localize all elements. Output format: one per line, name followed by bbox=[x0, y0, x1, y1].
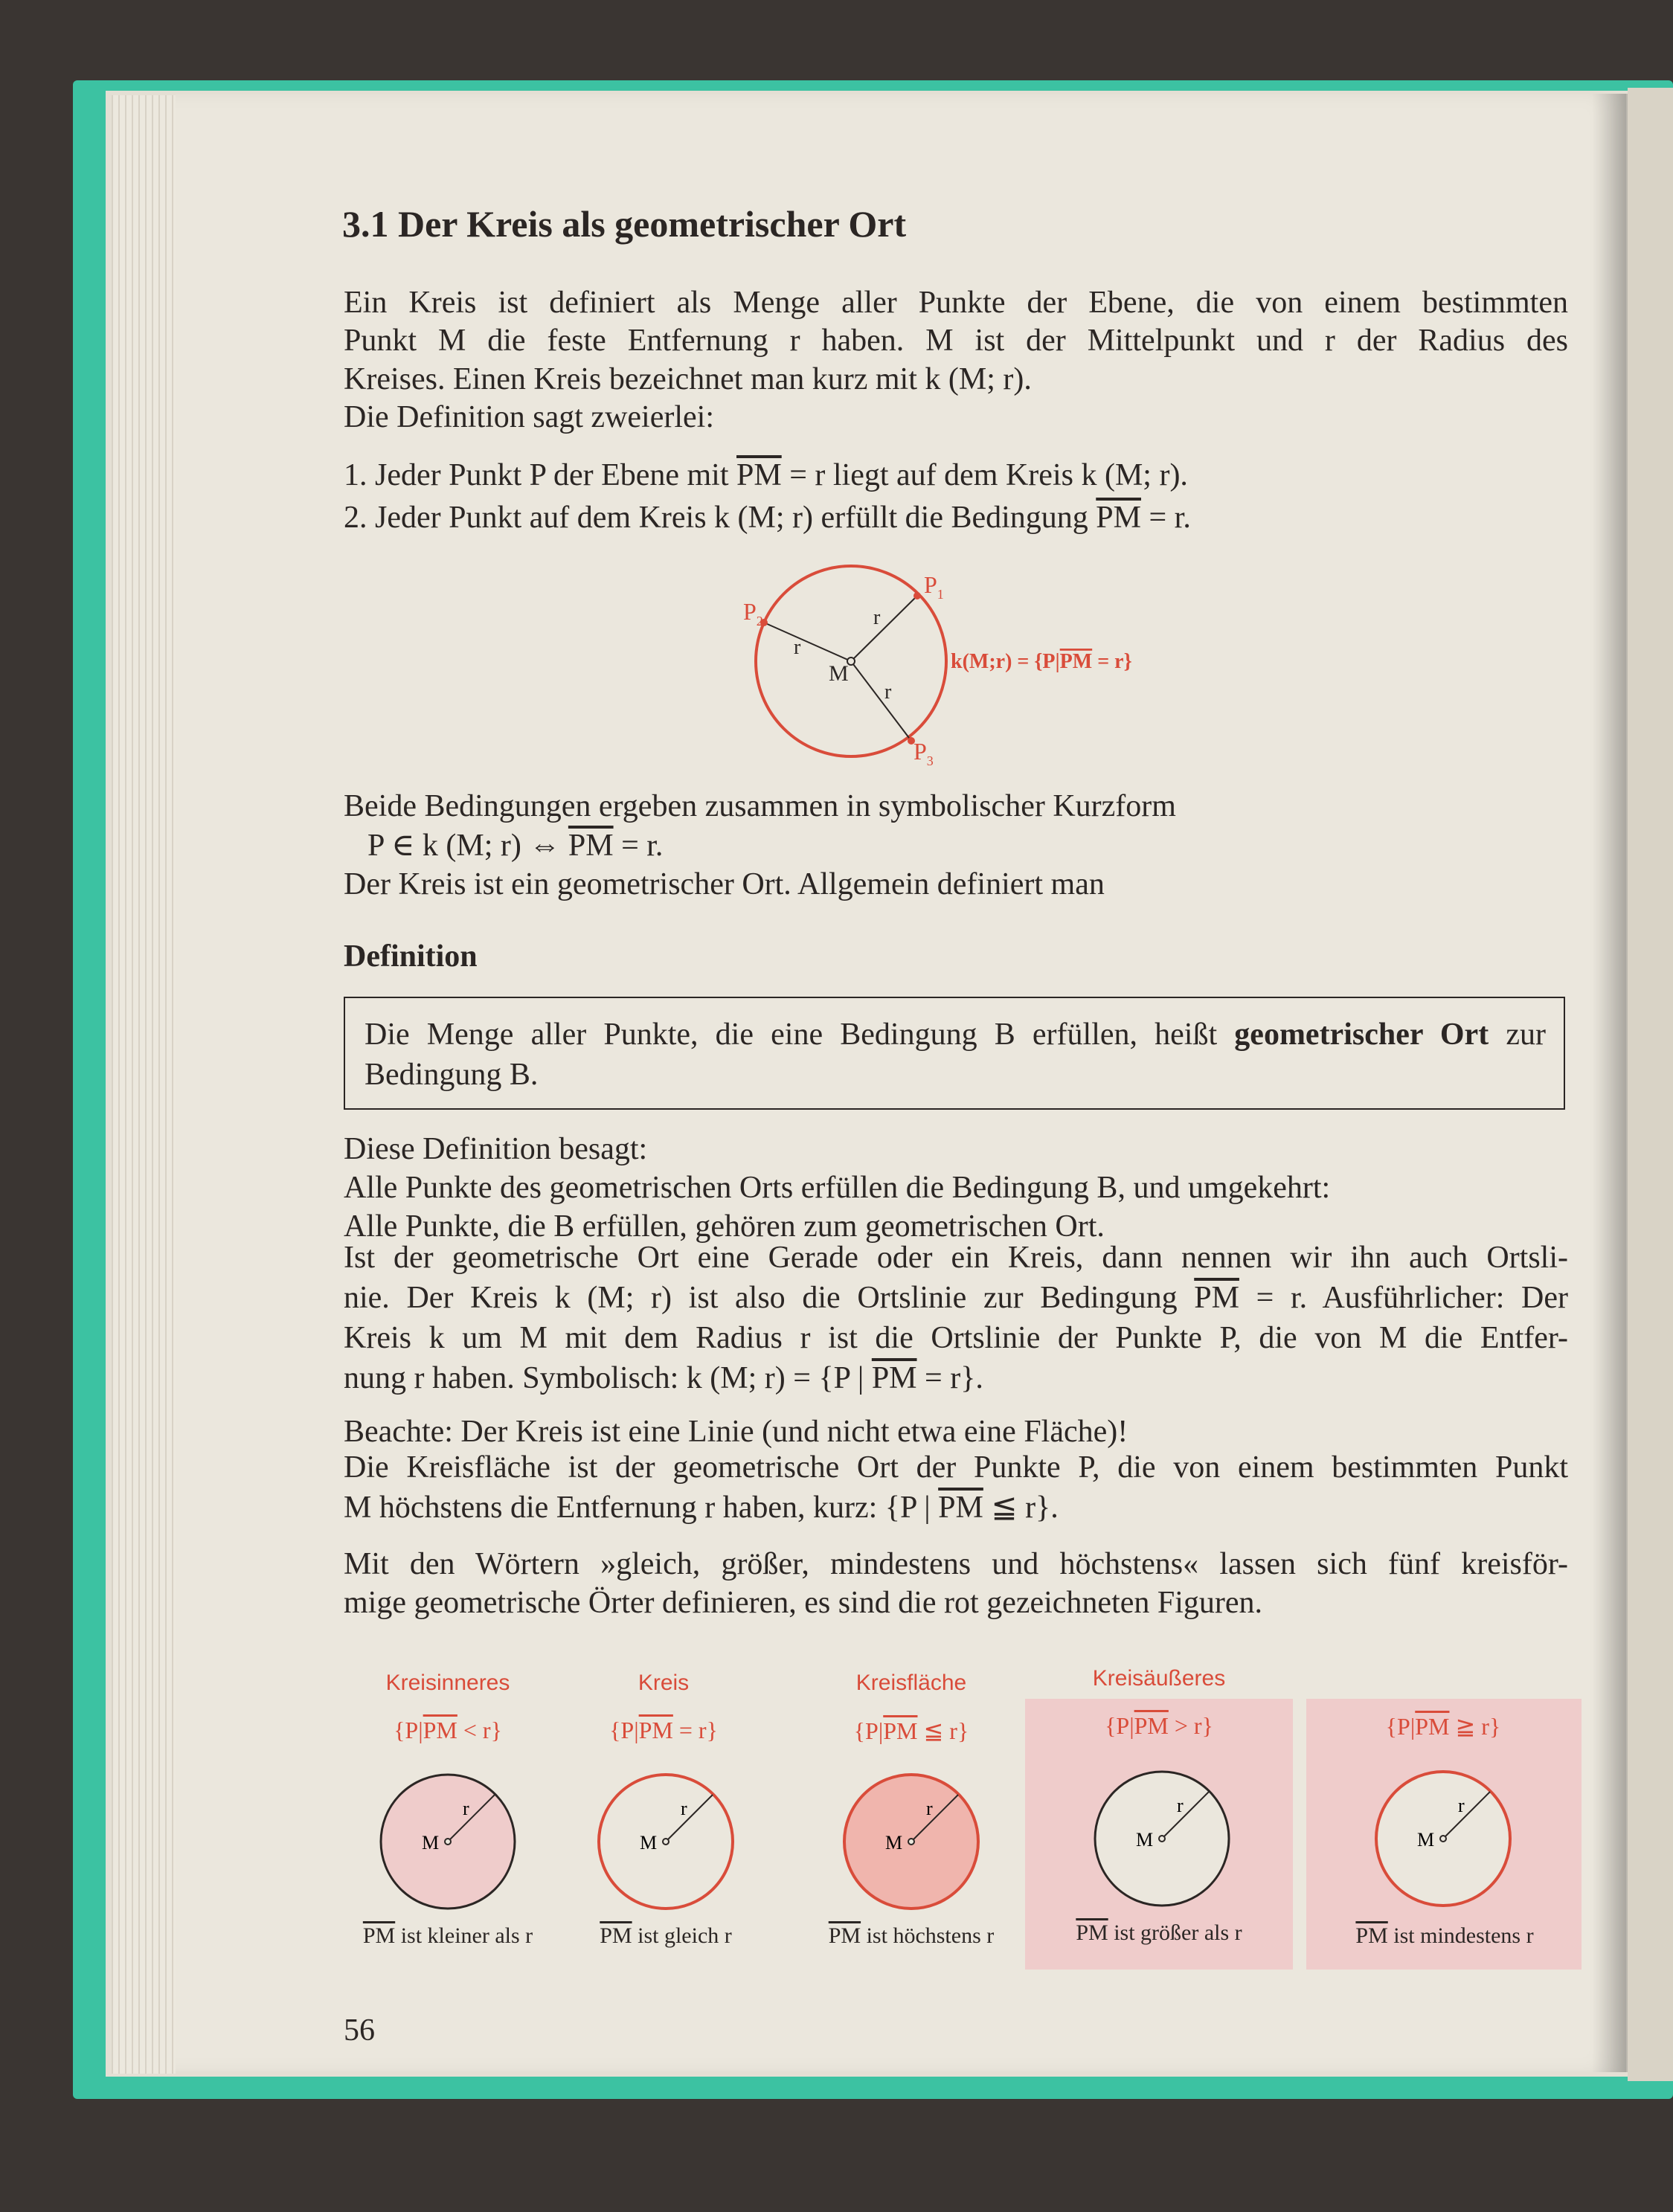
page-number: 56 bbox=[344, 2013, 375, 2048]
fig2-center bbox=[663, 1839, 669, 1845]
fig-formula-5: {$P|\overline{PM}$ ≧ r} bbox=[1385, 1713, 1501, 1740]
fig-circle-3 bbox=[837, 1767, 986, 1916]
body3-line-1: Beachte: Der Kreis ist eine Linie (und nicht etwa eine Fläche)! bbox=[344, 1415, 1128, 1449]
radius-p1 bbox=[851, 596, 917, 661]
body2-line-7: nung r haben. Symbolisch: k (M; r) = {P | $\overline{PM} = r$}. bbox=[344, 1361, 983, 1395]
fig2-label-m: M bbox=[640, 1832, 658, 1853]
fig3-center bbox=[908, 1839, 914, 1845]
list-item-2: 2. Jeder Punkt auf dem Kreis k (M; r) erfüllt die Bedingung $\overline{PM} = r$. bbox=[344, 501, 1191, 535]
list-item-1: 1. Jeder Punkt P der Ebene mit $\overline{PM} = r$ liegt auf dem Kreis k (M; r). bbox=[344, 458, 1188, 492]
body3-line-2: Die Kreisfläche ist der geometrische Ort der Punkte P, die von einem bestimmten Punkt bbox=[344, 1450, 1568, 1485]
fig-circle-4 bbox=[1088, 1764, 1236, 1913]
body4-line-2: mige geometrische Örter definieren, es sind die rot gezeichneten Figuren. bbox=[344, 1586, 1263, 1620]
fig-title-kreis: Kreis bbox=[638, 1671, 690, 1695]
point-p1 bbox=[913, 592, 921, 599]
after-line-3: Der Kreis ist ein geometrischer Ort. Allgemein definiert man bbox=[344, 867, 1105, 901]
body3-line-3: M höchstens die Entfernung r haben, kurz: {P | $\overline{PM}$ ≦ r}. bbox=[344, 1491, 1059, 1525]
label-r2: r bbox=[794, 636, 801, 659]
body2-line-3: Alle Punkte, die B erfüllen, gehören zum geometrischen Ort. bbox=[344, 1209, 1105, 1244]
intro-line-1: Ein Kreis ist definiert als Menge aller Punkte der Ebene, die von einem bestimmten bbox=[344, 286, 1568, 320]
page-edges bbox=[112, 95, 176, 2074]
definition-heading: Definition bbox=[344, 939, 478, 974]
fig-caption-5: $\overline{PM}$ ist mindestens r bbox=[1355, 1923, 1534, 1948]
fig5-center bbox=[1440, 1836, 1446, 1842]
fig1-center bbox=[445, 1839, 451, 1845]
fig2-radius bbox=[666, 1795, 713, 1842]
label-p3: $P_3$ bbox=[913, 738, 934, 768]
circle-diagram bbox=[736, 554, 1198, 770]
fig-caption-4: $\overline{PM}$ ist größer als r bbox=[1076, 1920, 1242, 1945]
label-p1: $P_1$ bbox=[924, 571, 944, 602]
intro-line-2: Punkt M die feste Entfernung r haben. M ist der Mittelpunkt und r der Radius des bbox=[344, 324, 1568, 358]
label-r1: r bbox=[873, 606, 881, 629]
page-gutter bbox=[1592, 94, 1628, 2072]
fig-caption-2: $\overline{PM}$ ist gleich r bbox=[600, 1923, 732, 1948]
intro-line-4: Die Definition sagt zweierlei: bbox=[344, 400, 714, 434]
fig-circle-1 bbox=[373, 1767, 522, 1916]
fig-formula-3: {$P|\overline{PM}$ ≦ r} bbox=[853, 1717, 969, 1744]
radius-p3 bbox=[851, 661, 911, 741]
body2-line-6: Kreis k um M mit dem Radius r ist die Ortslinie der Punkte P, die von M die Entfer- bbox=[344, 1321, 1568, 1355]
label-p2: $P_2$ bbox=[743, 598, 763, 628]
definition-box bbox=[344, 997, 1565, 1110]
body2-line-1: Diese Definition besagt: bbox=[344, 1132, 648, 1166]
fig5-label-m: M bbox=[1417, 1829, 1435, 1851]
after-line-1: Beide Bedingungen ergeben zusammen in symbolischer Kurzform bbox=[344, 789, 1176, 823]
fig-title-kreisflaeche: Kreisfläche bbox=[855, 1671, 967, 1695]
fig-caption-1: $\overline{PM}$ ist kleiner als r bbox=[362, 1923, 533, 1948]
fig1-label-r: r bbox=[463, 1798, 469, 1819]
label-m: M bbox=[829, 661, 849, 686]
fig-circle-2 bbox=[591, 1767, 740, 1916]
fig1-label-m: M bbox=[422, 1832, 440, 1853]
fig-circle-5 bbox=[1369, 1764, 1518, 1913]
body2-line-5: nie. Der Kreis k (M; r) ist also die Ortslinie zur Bedingung $\overline{PM} = r$. Ausführlicher: Der bbox=[344, 1281, 1569, 1315]
radius-p2 bbox=[764, 623, 851, 661]
body4-line-1: Mit den Wörtern »gleich, größer, mindestens und höchstens« lassen sich fünf kreisför- bbox=[344, 1547, 1568, 1581]
fig-formula-2: $\{P|\overline{PM} = r\}$ bbox=[609, 1717, 718, 1743]
fig-formula-1: $\{P|\overline{PM} < r\}$ bbox=[394, 1717, 502, 1743]
definition-text: Die Menge aller Punkte, die eine Bedingung B erfüllen, heißt geometrischer Ort zur Bedingung B. bbox=[365, 1017, 1546, 1092]
fig-formula-4: $\{P|\overline{PM} > r\}$ bbox=[1105, 1712, 1213, 1739]
circle-equation: k(M;r) = {P|PM = r} bbox=[951, 650, 1132, 673]
body2-line-4: Ist der geometrische Ort eine Gerade oder ein Kreis, dann nennen wir ihn auch Ortsli- bbox=[344, 1241, 1568, 1275]
fig-caption-3: $\overline{PM}$ ist höchstens r bbox=[828, 1923, 995, 1948]
section-title: 3.1 Der Kreis als geometrischer Ort bbox=[342, 203, 907, 245]
fig-title-kreisinneres: Kreisinneres bbox=[385, 1671, 510, 1695]
label-r3: r bbox=[884, 681, 892, 704]
fig-title-kreisaeusseres: Kreisäußeres bbox=[1092, 1666, 1226, 1691]
body2-line-2: Alle Punkte des geometrischen Orts erfüllen die Bedingung B, und umgekehrt: bbox=[344, 1171, 1331, 1205]
fig3-label-m: M bbox=[885, 1832, 903, 1853]
fig5-label-r: r bbox=[1458, 1795, 1465, 1816]
after-line-2: P ∈ k (M; r) ⇔ $\overline{PM} = r$. bbox=[367, 829, 664, 863]
fig4-label-r: r bbox=[1177, 1795, 1184, 1816]
fig4-center bbox=[1159, 1836, 1165, 1842]
fig2-label-r: r bbox=[681, 1798, 687, 1819]
fig3-label-r: r bbox=[926, 1798, 933, 1819]
intro-line-3: Kreises. Einen Kreis bezeichnet man kurz mit k (M; r). bbox=[344, 362, 1032, 396]
next-page-edge bbox=[1628, 88, 1673, 2081]
fig4-label-m: M bbox=[1136, 1829, 1154, 1851]
